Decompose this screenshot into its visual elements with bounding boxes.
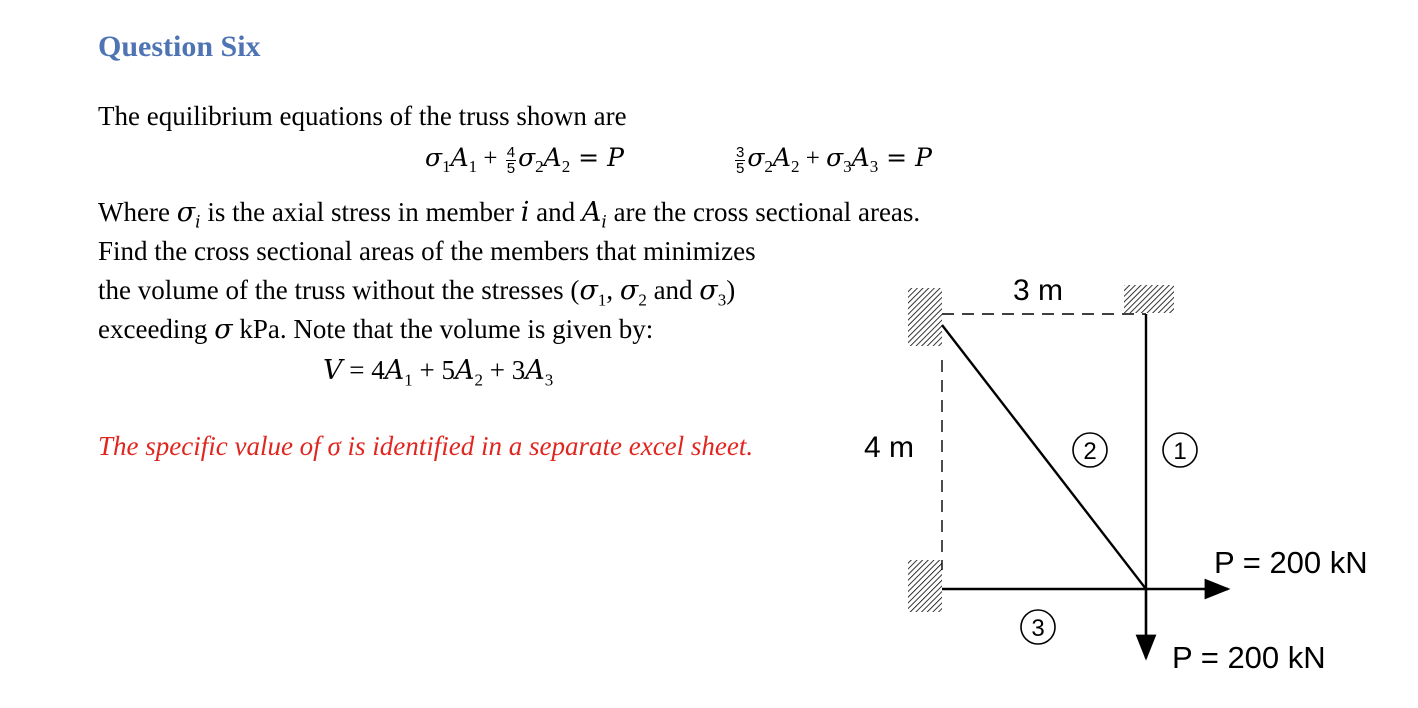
support-top-left xyxy=(908,288,942,346)
support-bottom-left xyxy=(908,560,942,612)
where-line: Where $\sigma_i$ is the axial stress in member i and $A_i$ are the cross sectional areas. xyxy=(98,197,921,233)
find-line: Find the cross sectional areas of the members that minimizes xyxy=(98,236,756,266)
support-top-right xyxy=(1124,285,1174,313)
volume-equation: $V = 4A_1 + 5A_2 + 3A_3$ xyxy=(323,355,554,390)
equilibrium-equation-1: $\sigma_1A_1$ + $\frac{4}{5}$ $\sigma_2A_2 = P$ xyxy=(425,143,624,177)
fraction-3-5: $\frac{3}{5}$ xyxy=(736,143,745,177)
intro-line: The equilibrium equations of the truss shown are xyxy=(98,101,627,131)
volume-constraint-line: the volume of the truss without the stresses ($\sigma_1$, $\sigma_2$ and $\sigma_3$) xyxy=(98,275,736,310)
member-2-diagonal xyxy=(942,325,1146,589)
label-width: 3 m xyxy=(1013,274,1064,307)
sigma-note: The specific value of σ is identified in a separate excel sheet. xyxy=(98,431,754,461)
label-height: 4 m xyxy=(864,431,915,464)
fraction-4-5: $\frac{4}{5}$ xyxy=(506,143,516,177)
member-2-label: 2 xyxy=(1083,438,1097,465)
load-label-horizontal: P = 200 kN xyxy=(1214,545,1368,580)
member-3-label: 3 xyxy=(1031,615,1045,642)
exceed-line: exceeding σ kPa. Note that the volume is given by: xyxy=(98,314,654,345)
equilibrium-equation-2: $\frac{3}{5}$ $\sigma_2A_2 + \sigma_3A_3 = P$ xyxy=(736,143,932,177)
question-heading: Question Six xyxy=(98,30,261,63)
load-label-vertical: P = 200 kN xyxy=(1172,640,1326,675)
truss-figure xyxy=(850,270,1410,700)
member-1-label: 1 xyxy=(1173,438,1187,465)
